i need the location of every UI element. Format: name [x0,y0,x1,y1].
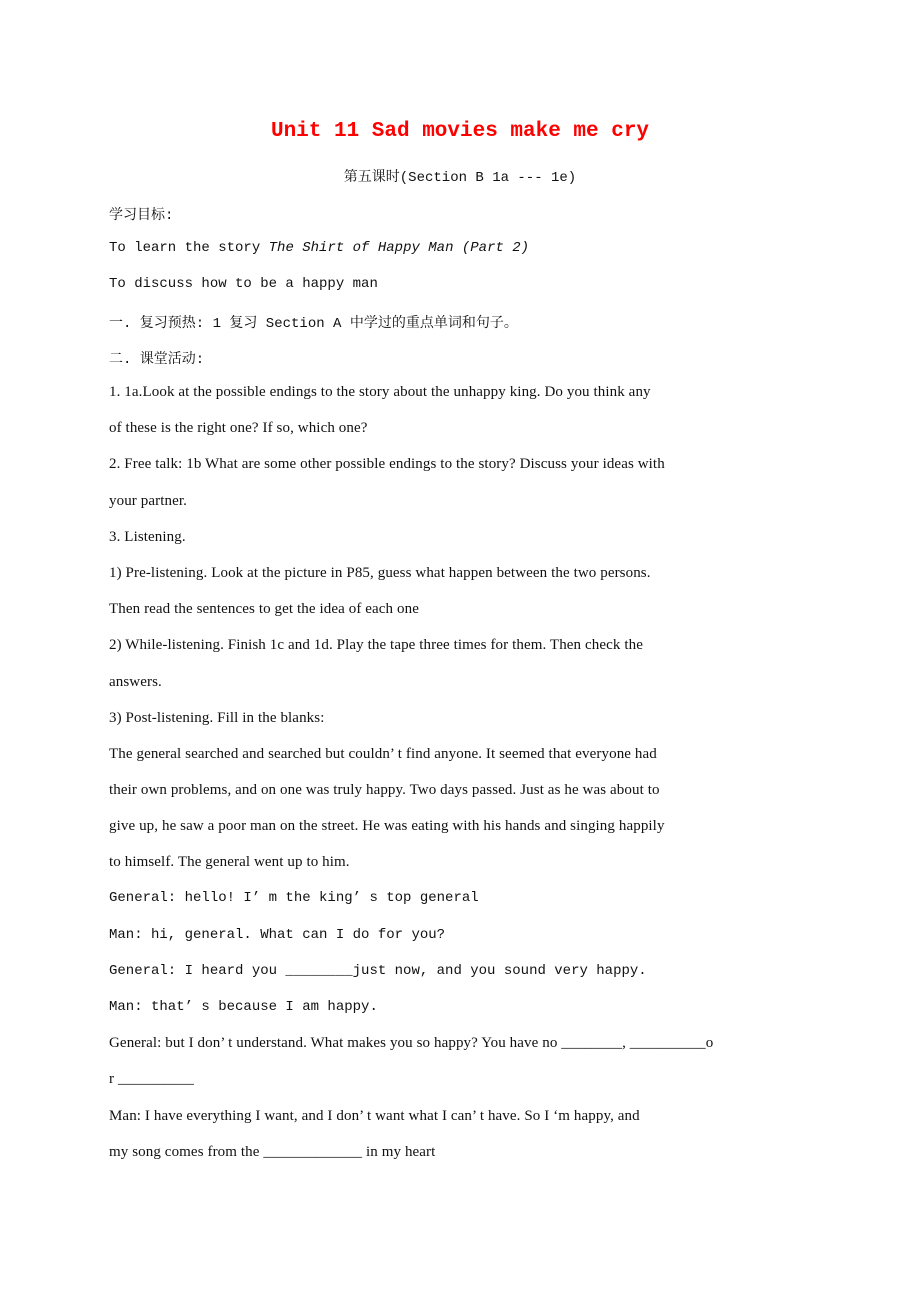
dialogue-line-4: Man: that’ s because I am happy. [109,999,378,1015]
post-listening-heading: 3) Post-listening. Fill in the blanks: [109,710,325,726]
dialogue-line-2: Man: hi, general. What can I do for you? [109,927,446,943]
document-title: Unit 11 Sad movies make me cry [270,120,650,143]
dialogue-line-6: r __________ [109,1071,194,1087]
passage-line-4: to himself. The general went up to him. [109,854,350,870]
item-3-heading: 3. Listening. [109,529,186,545]
section-review-heading: 一. 复习预热: 1 复习 Section A 中学过的重点单词和句子。 [109,316,518,332]
item-1-line-1: 1. 1a.Look at the possible endings to the story about the unhappy king. Do you think any [109,384,651,400]
pre-listening-line-2: Then read the sentences to get the idea of each one [109,601,419,617]
passage-line-3: give up, he saw a poor man on the street. He was eating with his hands and singing happily [109,818,665,834]
objective-1 [109,240,529,256]
passage-line-2: their own problems, and on one was truly happy. Two days passed. Just as he was about to [109,782,660,798]
item-2-line-2: your partner. [109,493,187,509]
passage-line-1: The general searched and searched but couldn’ t find anyone. It seemed that everyone had [109,746,657,762]
item-2-line-1: 2. Free talk: 1b What are some other possible endings to the story? Discuss your ideas with [109,456,665,472]
dialogue-line-1: General: hello! I’ m the king’ s top general [109,890,479,906]
dialogue-line-8: my song comes from the _____________ in my heart [109,1144,436,1160]
objectives-heading: 学习目标: [109,208,174,224]
dialogue-line-7: Man: I have everything I want, and I don’ t want what I can’ t have. So I ‘m happy, and [109,1108,640,1124]
dialogue-line-3: General: I heard you ________just now, and you sound very happy. [109,963,647,979]
item-1-line-2: of these is the right one? If so, which one? [109,420,368,436]
while-listening-line-2: answers. [109,674,162,690]
lesson-subtitle: 第五课时(Section B 1a --- 1e) [343,170,577,186]
objective-1-text: To learn the story [109,240,269,256]
section-activities-heading: 二. 课堂活动: [109,352,205,368]
dialogue-line-5: General: but I don’ t understand. What makes you so happy? You have no ________, __________o [109,1035,714,1051]
pre-listening-line-1: 1) Pre-listening. Look at the picture in P85, guess what happen between the two persons. [109,565,651,581]
story-title: The Shirt of Happy Man (Part 2) [268,240,530,256]
objective-2: To discuss how to be a happy man [109,276,378,292]
while-listening-line-1: 2) While-listening. Finish 1c and 1d. Play the tape three times for them. Then check the [109,637,643,653]
